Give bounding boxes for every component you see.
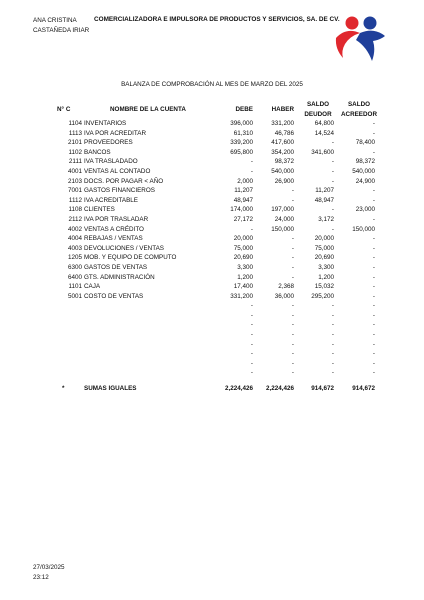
debe-value: - (250, 302, 253, 310)
debe-value: - (250, 311, 253, 319)
table-row (0, 244, 424, 254)
account-name: CLIENTES (84, 206, 115, 214)
account-name: COSTO DE VENTAS (84, 292, 144, 300)
account-code: 1113 (68, 129, 82, 137)
saldo-acreedor-value: - (372, 129, 375, 137)
saldo-acreedor-value: - (372, 302, 375, 310)
account-name: IVA ACREDITABLE (84, 196, 139, 204)
debe-value: 396,000 (230, 120, 253, 127)
haber-value: - (291, 359, 294, 367)
haber-value: 46,786 (274, 129, 294, 137)
debe-value: - (250, 369, 253, 377)
account-code: 1101 (68, 283, 82, 291)
saldo-deudor-value: 48,947 (314, 196, 334, 204)
haber-value: - (291, 340, 294, 348)
table-row (0, 234, 424, 244)
account-name: IVA TRASLADADO (84, 158, 138, 166)
table-row (0, 205, 424, 215)
saldo-deudor-value: 295,200 (311, 292, 334, 300)
table-row (0, 167, 424, 177)
haber-value: - (291, 235, 294, 243)
haber-value: - (291, 244, 294, 252)
saldo-deudor-value: - (331, 350, 334, 358)
account-name: REBAJAS / VENTAS (84, 235, 143, 243)
haber-value: - (291, 263, 294, 271)
saldo-deudor-value: - (331, 158, 334, 166)
table-row (0, 138, 424, 148)
debe-value: 11,207 (234, 187, 253, 195)
account-name: MOB. Y EQUIPO DE COMPUTO (84, 254, 177, 262)
table-row (0, 129, 424, 139)
haber-value: - (291, 369, 294, 377)
table-row (0, 157, 424, 167)
saldo-deudor-value: 75,000 (314, 244, 334, 252)
column-header-saldo-acreedor (338, 100, 380, 120)
haber-value: 2,368 (278, 283, 294, 291)
table-row (0, 196, 424, 206)
footer-time: 23:12 (33, 574, 49, 581)
balance-table (0, 119, 424, 378)
totals-row (0, 385, 424, 395)
account-name: VENTAS AL CONTADO (84, 167, 151, 175)
saldo-deudor-value: 20,690 (314, 254, 334, 262)
saldo-acreedor-value: - (372, 321, 375, 329)
debe-value: 339,200 (230, 139, 253, 147)
haber-value: - (291, 196, 294, 204)
haber-value: - (291, 273, 294, 281)
haber-value: 197,000 (271, 206, 294, 214)
account-code: 2103 (67, 177, 82, 185)
haber-value: 98,372 (274, 158, 294, 166)
debe-value: 174,000 (230, 206, 253, 214)
total-haber: 2,224,426 (265, 385, 294, 392)
debe-value: 695,800 (230, 148, 253, 156)
table-row (0, 148, 424, 158)
footer-timestamp (33, 563, 65, 583)
report-title: BALANZA DE COMPROBACIÓN AL MES DE MARZO DEL 2025 (121, 81, 303, 88)
table-row (0, 177, 424, 187)
account-code: 6400 (67, 273, 82, 281)
haber-value: 150,000 (271, 225, 294, 233)
saldo-deudor-value: - (331, 139, 334, 147)
saldo-acreedor-value: 98,372 (355, 158, 375, 166)
debe-value: 61,310 (233, 129, 253, 137)
table-row (0, 359, 424, 369)
debe-value: 1,200 (237, 273, 253, 281)
saldo-acreedor-value: - (372, 369, 375, 377)
saldo-deudor-value: 15,032 (314, 283, 334, 291)
debe-value: - (250, 225, 253, 233)
table-row (0, 225, 424, 235)
column-header-saldo-acreedor-line2: ACREEDOR (340, 111, 378, 118)
two-people-logo-icon (332, 14, 388, 64)
total-saldo-acreedor: 914,672 (352, 385, 375, 392)
debe-value: 75,000 (233, 244, 253, 252)
haber-value: 354,200 (271, 148, 294, 156)
account-code: 4003 (67, 244, 82, 252)
saldo-deudor-value: 1,200 (318, 273, 334, 281)
account-code: 1112 (68, 196, 82, 204)
account-code: 5001 (67, 292, 82, 300)
debe-value: 331,200 (230, 292, 253, 300)
saldo-deudor-value: 3,300 (318, 263, 334, 271)
debe-value: 20,000 (233, 235, 253, 243)
column-header-debe: DEBE (235, 106, 253, 113)
account-code: 6300 (67, 263, 82, 271)
haber-value: 417,600 (271, 139, 294, 147)
haber-value: - (291, 302, 294, 310)
saldo-deudor-value: - (331, 177, 334, 185)
saldo-acreedor-value: 24,900 (355, 177, 375, 185)
saldo-deudor-value: - (331, 206, 334, 214)
total-saldo-deudor: 914,672 (311, 385, 334, 392)
debe-value: - (250, 321, 253, 329)
table-row (0, 330, 424, 340)
account-code: 2101 (67, 139, 82, 147)
saldo-deudor-value: - (331, 321, 334, 329)
account-code: 2111 (68, 158, 82, 166)
debe-value: - (250, 350, 253, 358)
account-name: BANCOS (84, 148, 111, 156)
saldo-acreedor-value: 78,400 (355, 139, 375, 147)
footer-date: 27/03/2025 (33, 564, 65, 571)
saldo-acreedor-value: - (372, 350, 375, 358)
debe-value: 17,400 (233, 283, 253, 291)
author-line-2: CASTAÑEDA IRIAR (33, 27, 90, 34)
debe-value: - (250, 158, 253, 166)
table-row (0, 273, 424, 283)
table-row (0, 119, 424, 129)
haber-value: - (291, 187, 294, 195)
saldo-acreedor-value: - (372, 254, 375, 262)
account-code: 1104 (68, 120, 82, 127)
saldo-acreedor-value: - (372, 120, 375, 127)
account-name: GASTOS DE VENTAS (84, 263, 148, 271)
saldo-deudor-value: - (331, 302, 334, 310)
table-row (0, 368, 424, 378)
column-header-account-name: NOMBRE DE LA CUENTA (110, 106, 186, 113)
saldo-deudor-value: 3,172 (318, 215, 334, 223)
company-name: COMERCIALIZADORA E IMPULSORA DE PRODUCTOS Y SERVICIOS, SA. DE CV. (94, 16, 340, 23)
table-row (0, 186, 424, 196)
saldo-acreedor-value: 540,000 (352, 167, 375, 175)
saldo-acreedor-value: - (372, 244, 375, 252)
saldo-deudor-value: - (331, 225, 334, 233)
haber-value: 540,000 (271, 167, 294, 175)
haber-value: - (291, 350, 294, 358)
table-row (0, 253, 424, 263)
table-row (0, 301, 424, 311)
saldo-acreedor-value: - (372, 148, 375, 156)
saldo-deudor-value: - (331, 359, 334, 367)
table-row (0, 215, 424, 225)
saldo-acreedor-value: - (372, 273, 375, 281)
table-row (0, 340, 424, 350)
debe-value: - (250, 331, 253, 339)
debe-value: 48,947 (233, 196, 253, 204)
account-name: DOCS. POR PAGAR < AÑO (84, 177, 164, 185)
author-line-1: ANA CRISTINA (33, 17, 77, 24)
saldo-acreedor-value: - (372, 331, 375, 339)
saldo-deudor-value: - (331, 331, 334, 339)
saldo-acreedor-value: - (372, 292, 375, 300)
table-row (0, 292, 424, 302)
saldo-deudor-value: 341,600 (311, 148, 334, 156)
debe-value: - (250, 167, 253, 175)
account-name: CAJA (84, 283, 101, 291)
saldo-acreedor-value: 150,000 (352, 225, 375, 233)
saldo-acreedor-value: - (372, 235, 375, 243)
column-header-saldo-deudor-line1: SALDO (306, 101, 330, 108)
saldo-deudor-value: - (331, 311, 334, 319)
column-header-saldo-acreedor-line1: SALDO (347, 101, 371, 108)
saldo-acreedor-value: - (372, 283, 375, 291)
haber-value: 26,900 (274, 177, 294, 185)
saldo-deudor-value: 14,524 (314, 129, 334, 137)
table-row (0, 320, 424, 330)
table-row (0, 349, 424, 359)
haber-value: - (291, 321, 294, 329)
saldo-acreedor-value: - (372, 263, 375, 271)
haber-value: - (291, 311, 294, 319)
debe-value: 20,690 (233, 254, 253, 262)
debe-value: - (250, 359, 253, 367)
saldo-acreedor-value: 23,000 (355, 206, 375, 214)
column-header-saldo-deudor (298, 100, 338, 120)
account-code: 7001 (67, 187, 82, 195)
debe-value: 3,300 (237, 263, 253, 271)
account-name: INVENTARIOS (84, 120, 127, 127)
account-name: VENTAS A CRÉDITO (84, 225, 144, 233)
column-header-number: N° C (57, 106, 71, 113)
account-code: 1205 (67, 254, 82, 262)
account-code: 1108 (68, 206, 82, 214)
table-row (0, 282, 424, 292)
account-name: IVA POR TRASLADAR (84, 215, 149, 223)
saldo-deudor-value: - (331, 167, 334, 175)
account-code: 4001 (67, 167, 82, 175)
column-header-saldo-deudor-line2: DEUDOR (304, 111, 332, 118)
account-name: GTS. ADMINISTRACIÓN (84, 273, 155, 281)
author-name (33, 16, 89, 36)
saldo-acreedor-value: - (372, 215, 375, 223)
table-row (0, 311, 424, 321)
table-row (0, 263, 424, 273)
saldo-deudor-value: - (331, 369, 334, 377)
debe-value: 27,172 (233, 215, 253, 223)
saldo-deudor-value: 64,800 (314, 120, 334, 127)
account-name: PROVEEDORES (84, 139, 133, 147)
saldo-acreedor-value: - (372, 340, 375, 348)
totals-label: SUMAS IGUALES (84, 385, 137, 392)
account-name: IVA POR ACREDITAR (84, 129, 147, 137)
account-name: DEVOLUCIONES / VENTAS (84, 244, 165, 252)
haber-value: 36,000 (274, 292, 294, 300)
debe-value: - (250, 340, 253, 348)
haber-value: 24,000 (274, 215, 294, 223)
saldo-acreedor-value: - (372, 359, 375, 367)
column-header-haber: HABER (271, 106, 294, 113)
account-code: 4004 (67, 235, 82, 243)
haber-value: 331,200 (271, 120, 294, 127)
account-name: GASTOS FINANCIEROS (84, 187, 155, 195)
saldo-deudor-value: 11,207 (315, 187, 334, 195)
account-code: 4002 (67, 225, 82, 233)
account-code: 2112 (68, 215, 82, 223)
totals-marker: * (62, 385, 65, 392)
haber-value: - (291, 331, 294, 339)
saldo-deudor-value: 20,000 (314, 235, 334, 243)
haber-value: - (291, 254, 294, 262)
saldo-acreedor-value: - (372, 311, 375, 319)
debe-value: 2,000 (237, 177, 253, 185)
saldo-acreedor-value: - (372, 187, 375, 195)
saldo-acreedor-value: - (372, 196, 375, 204)
saldo-deudor-value: - (331, 340, 334, 348)
account-code: 1102 (68, 148, 82, 156)
total-debe: 2,224,426 (224, 385, 253, 392)
